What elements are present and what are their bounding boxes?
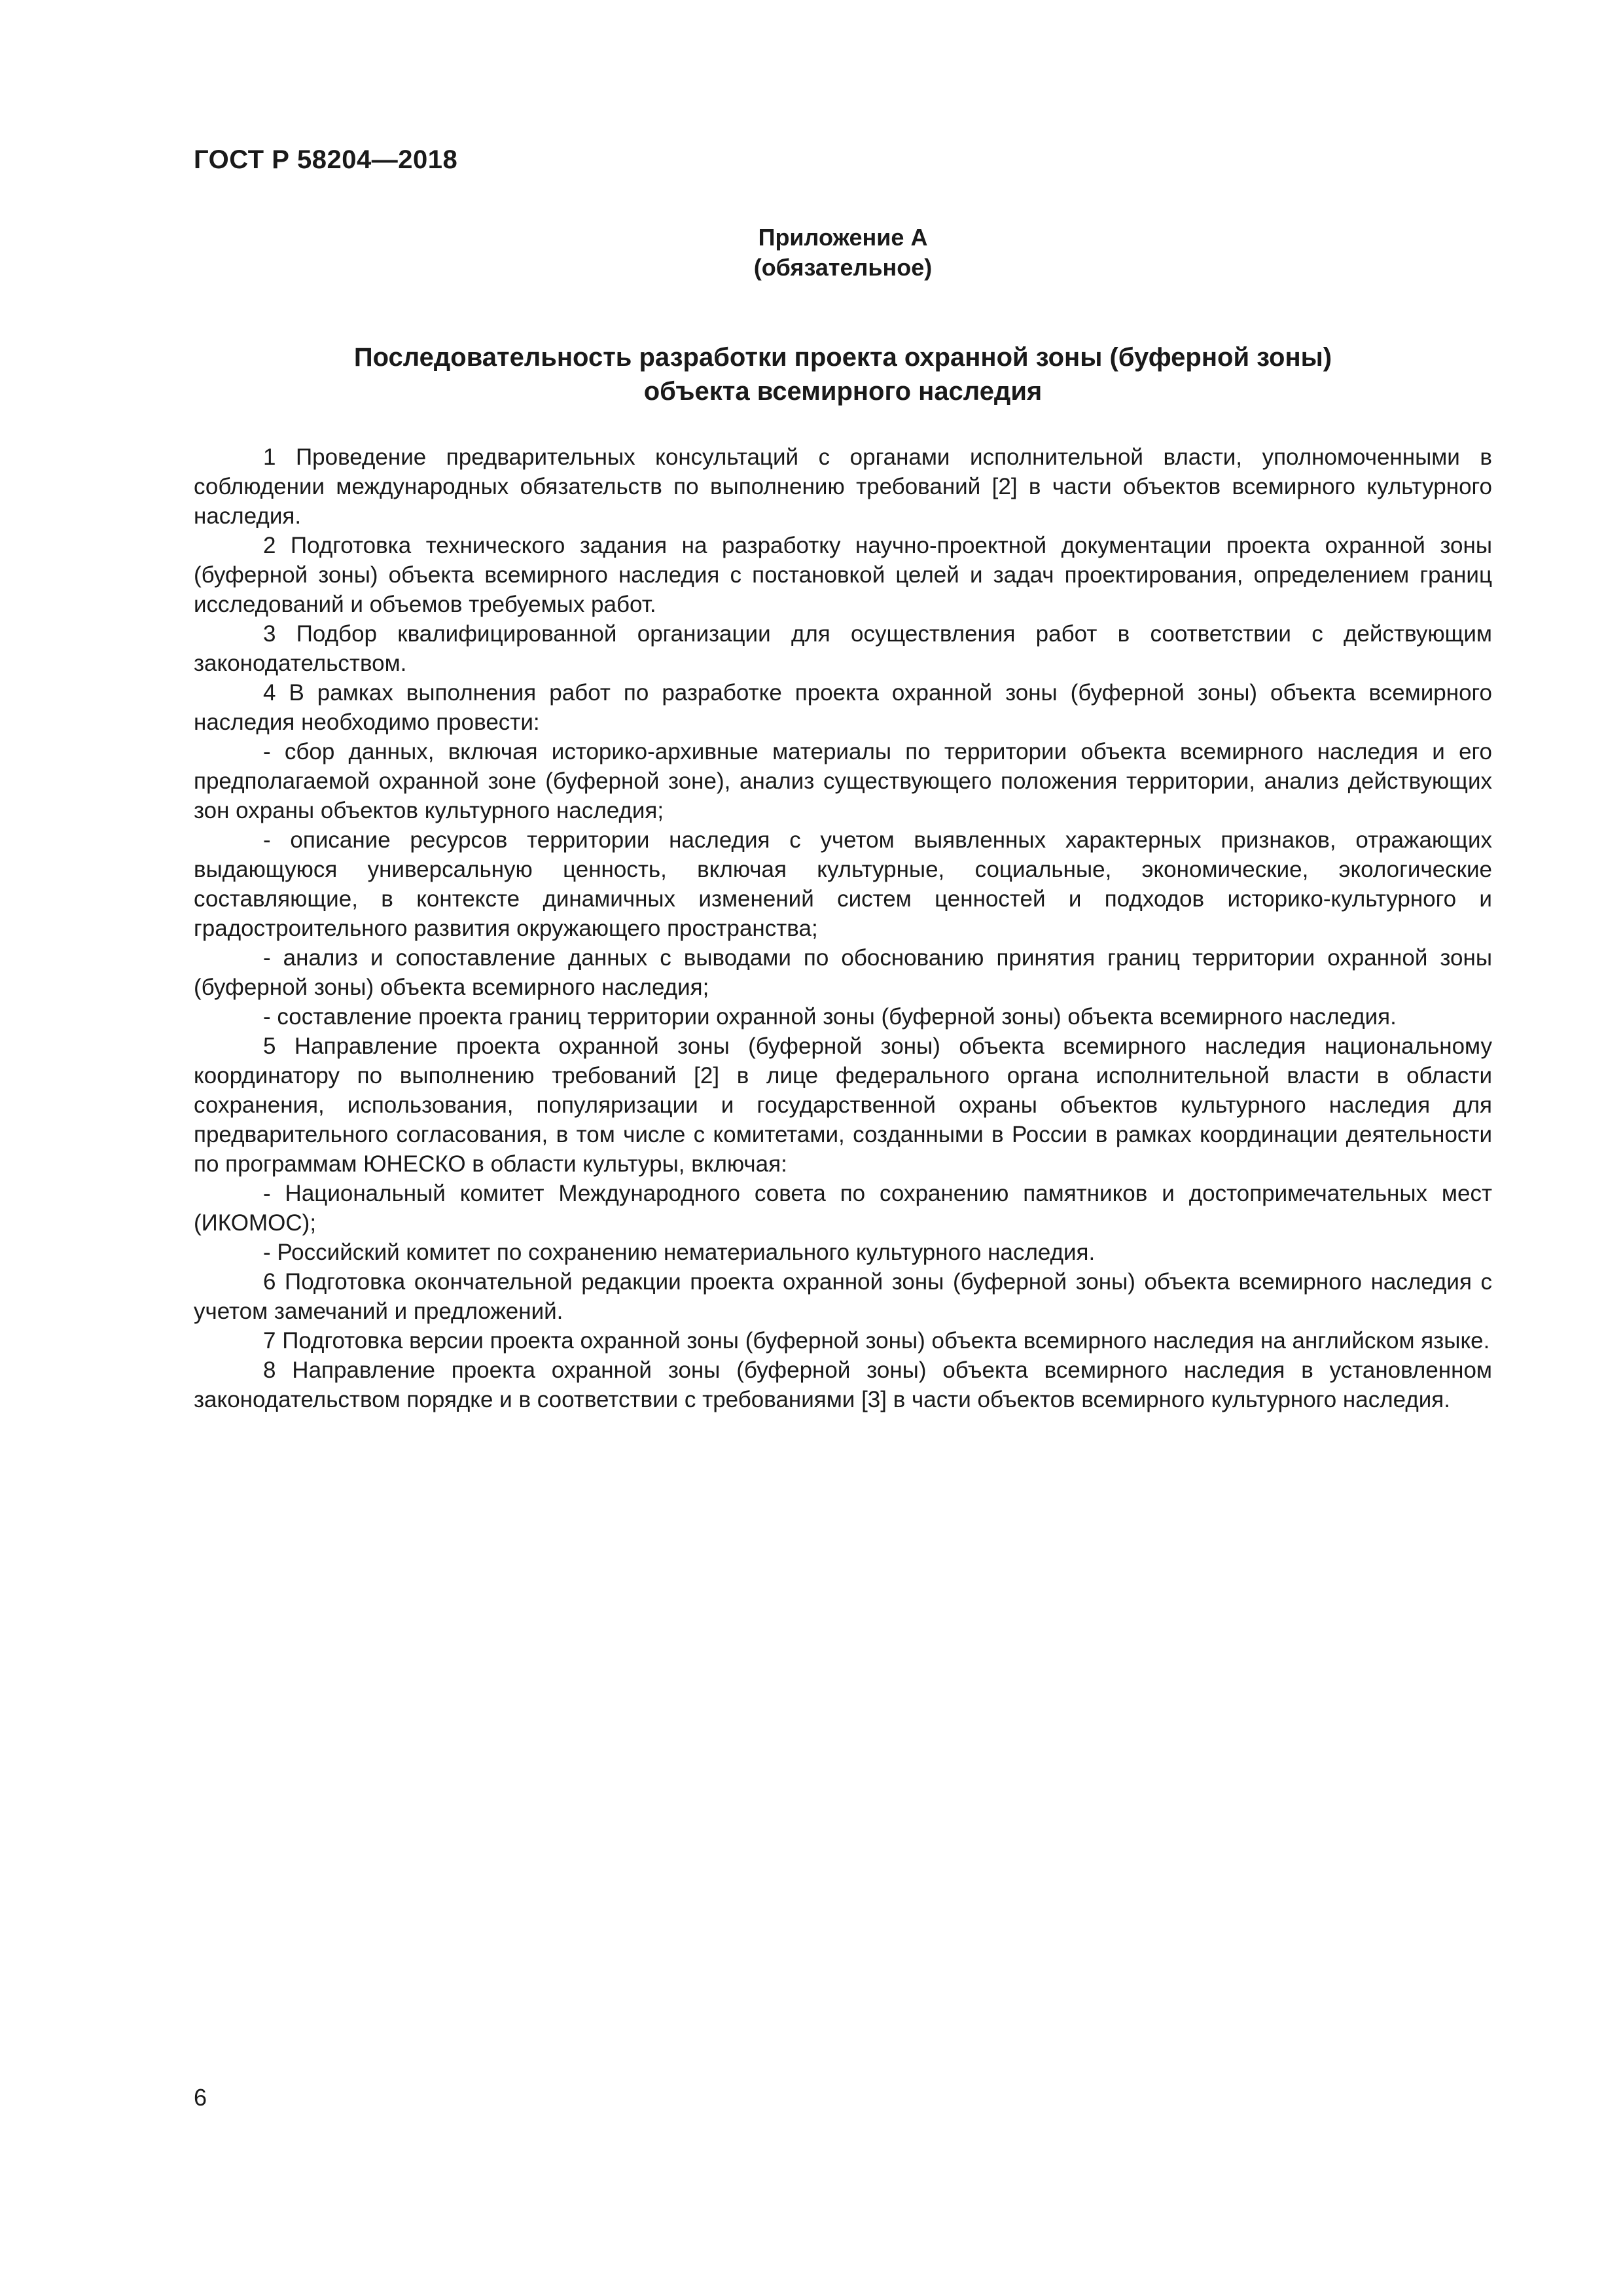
body-text bbox=[194, 442, 1492, 1414]
heading-line-1: Последовательность разработки проекта охранной зоны (буферной зоны) bbox=[353, 343, 1332, 372]
list-item-intangible-heritage: - Российский комитет по сохранению нематериального культурного наследия. bbox=[263, 1240, 1096, 1265]
paragraph-8: 8 Направление проекта охранной зоны (буферной зоны) объекта всемирного наследия в установленном законодательством порядке и в соответствии с требованиями [3] в части объектов всемирного культурного наследия. bbox=[194, 1357, 1492, 1412]
section-heading bbox=[194, 340, 1492, 408]
paragraph-3: 3 Подбор квалифицированной организации для осуществления работ в соответствии с действующим законодательством. bbox=[194, 621, 1492, 676]
list-item-data-collection: - сбор данных, включая историко-архивные материалы по территории объекта всемирного наследия и его предполагаемой охранной зоне (буферной зоне), анализ существующего положения территории, анализ действующих зон охраны объектов культурного наследия; bbox=[194, 739, 1492, 823]
document-code: ГОСТ Р 58204—2018 bbox=[194, 145, 458, 174]
paragraph-1: 1 Проведение предварительных консультаций с органами исполнительной власти, уполномоченными в соблюдении международных обязательств по выполнению требований [2] в части объектов всемирного культурного наследия. bbox=[194, 444, 1492, 529]
list-item-icomos: - Национальный комитет Международного совета по сохранению памятников и достопримечательных мест (ИКОМОС); bbox=[194, 1181, 1492, 1236]
list-item-boundary-project: - составление проекта границ территории охранной зоны (буферной зоны) объекта всемирного наследия. bbox=[263, 1004, 1397, 1030]
paragraph-2: 2 Подготовка технического задания на разработку научно-проектной документации проекта охранной зоны (буферной зоны) объекта всемирного наследия с постановкой целей и задач проектирования, определением границ исследований и объемов требуемых работ. bbox=[194, 533, 1492, 617]
paragraph-6: 6 Подготовка окончательной редакции проекта охранной зоны (буферной зоны) объекта всемирного наследия с учетом замечаний и предложений. bbox=[194, 1269, 1492, 1324]
annex-title: Приложение А bbox=[758, 224, 928, 251]
paragraph-7: 7 Подготовка версии проекта охранной зоны (буферной зоны) объекта всемирного наследия на английском языке. bbox=[263, 1328, 1490, 1354]
annex-status: (обязательное) bbox=[753, 254, 933, 281]
page-number: 6 bbox=[194, 2084, 207, 2111]
heading-line-2: объекта всемирного наследия bbox=[643, 377, 1043, 406]
annex-label bbox=[194, 223, 1492, 283]
list-item-resource-description: - описание ресурсов территории наследия с учетом выявленных характерных признаков, отражающих выдающуюся универсальную ценность, включая культурные, социальные, экономические, экологические составляющие, в контексте динамичных изменений систем ценностей и подходов историко-культурного и градостроительного развития окружающего пространства; bbox=[194, 827, 1492, 941]
paragraph-4: 4 В рамках выполнения работ по разработке проекта охранной зоны (буферной зоны) объекта всемирного наследия необходимо провести: bbox=[194, 680, 1492, 735]
paragraph-5: 5 Направление проекта охранной зоны (буферной зоны) объекта всемирного наследия национальному координатору по выполнению требований [2] в лице федерального органа исполнительной власти в области сохранения, использования, популяризации и государственной охраны объектов культурного наследия для предварительного согласования, в том числе с комитетами, созданными в России в рамках координации деятельности по программам ЮНЕСКО в области культуры, включая: bbox=[194, 1033, 1492, 1177]
list-item-data-analysis: - анализ и сопоставление данных с выводами по обоснованию принятия границ территории охранной зоны (буферной зоны) объекта всемирного наследия; bbox=[194, 945, 1492, 1000]
